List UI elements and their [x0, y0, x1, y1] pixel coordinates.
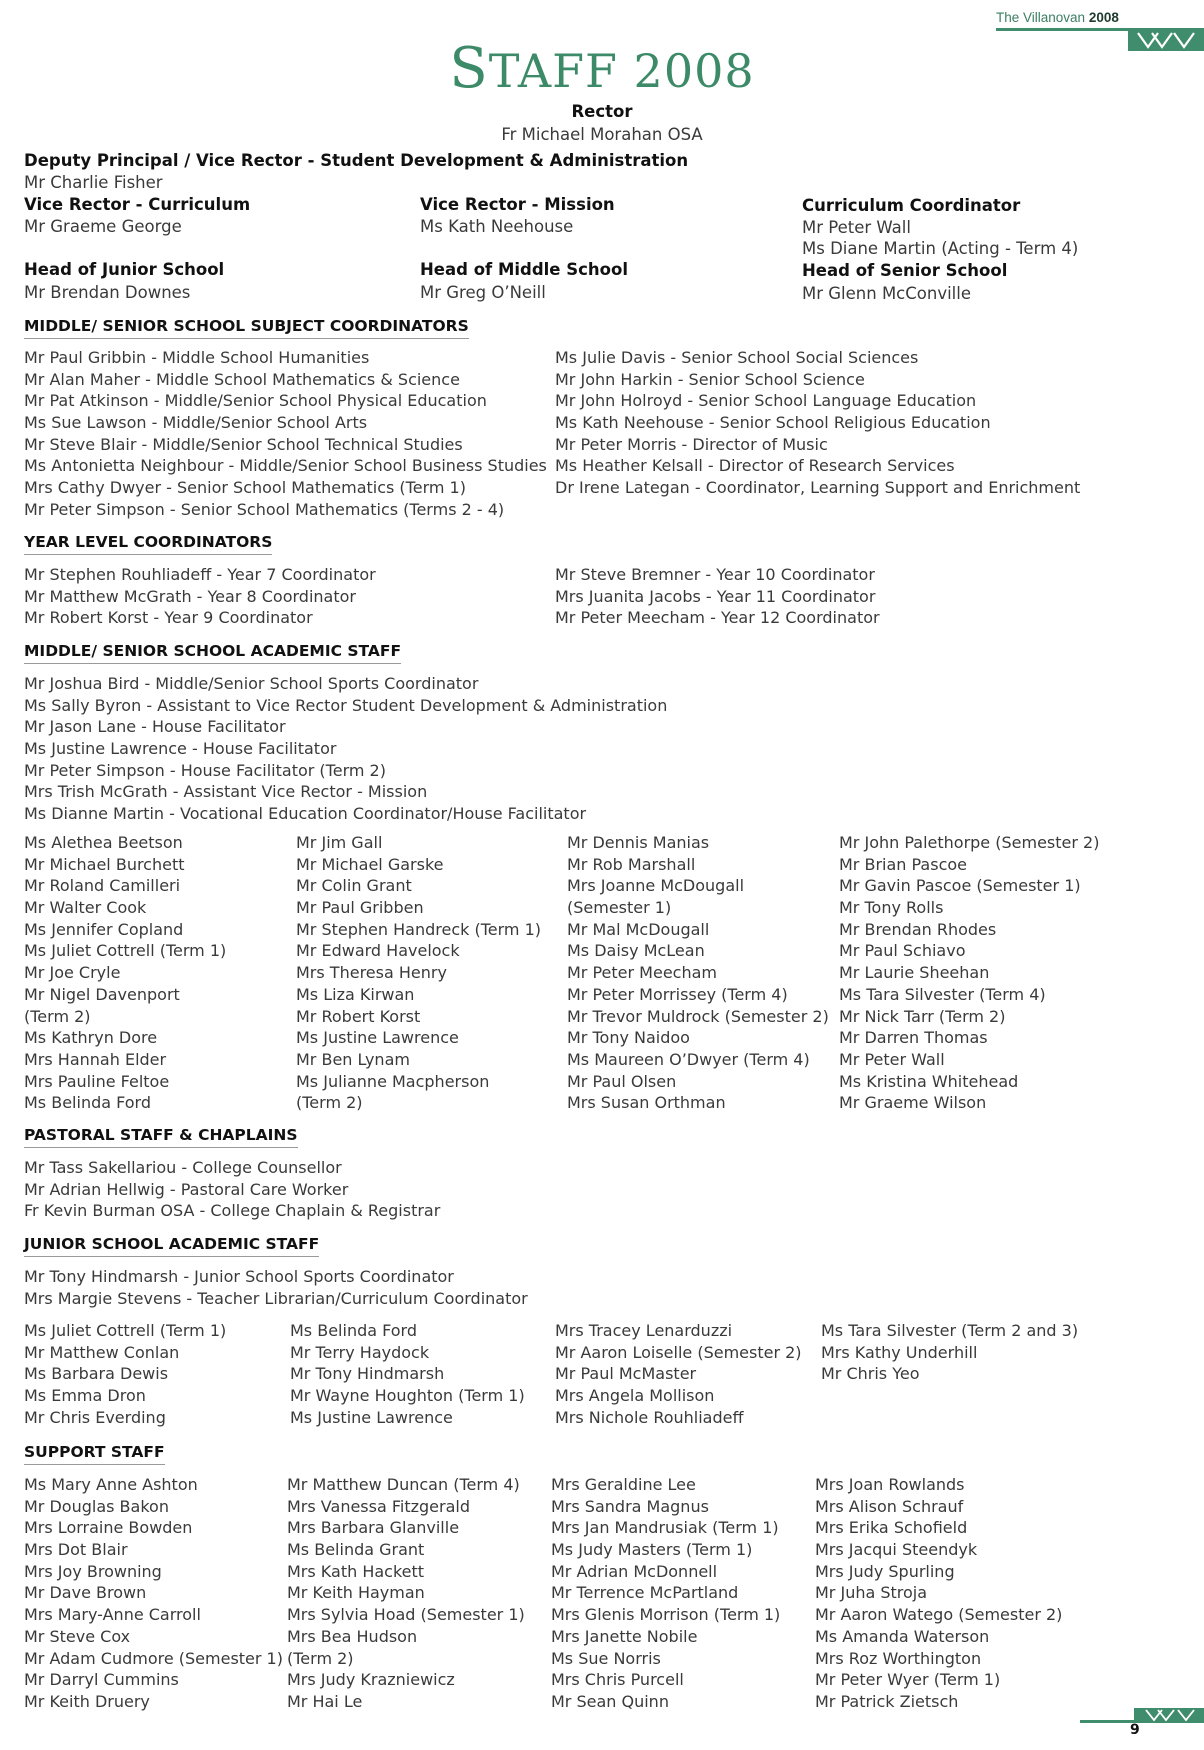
publication-name: The Villanovan: [996, 10, 1086, 25]
list-item: Ms Jennifer Copland: [24, 919, 184, 939]
list-item: Ms Heather Kelsall - Director of Research Services: [555, 456, 955, 476]
leader-name: Mr Brendan Downes: [24, 283, 191, 302]
section-heading-subject-coordinators: MIDDLE/ SENIOR SCHOOL SUBJECT COORDINATORS: [24, 317, 469, 339]
list-item: Mr Aaron Loiselle (Semester 2): [555, 1342, 802, 1362]
list-item: Mr Juha Stroja: [815, 1583, 928, 1603]
list-item: Fr Kevin Burman OSA - College Chaplain & Registrar: [24, 1201, 441, 1221]
list-item: Mr Adrian McDonnell: [551, 1561, 718, 1581]
leader-name: Ms Diane Martin (Acting - Term 4): [802, 239, 1079, 258]
list-item: Mrs Jan Mandrusiak (Term 1): [551, 1518, 779, 1538]
list-item: Mrs Glenis Morrison (Term 1): [551, 1605, 781, 1625]
list-item: Mr Stephen Rouhliadeff - Year 7 Coordinator: [24, 565, 376, 584]
publication-year: 2008: [1088, 10, 1119, 25]
list-item: Mr Dave Brown: [24, 1583, 147, 1603]
leader-title: Vice Rector - Mission: [420, 195, 615, 214]
leader-head-middle: [420, 260, 628, 302]
title-first-letter: S: [449, 36, 489, 101]
list-item: Mrs Joan Rowlands: [815, 1475, 965, 1494]
list-item: Mrs Vanessa Fitzgerald: [287, 1496, 470, 1516]
list-item: Mr Brian Pascoe: [839, 854, 967, 874]
list-item: Ms Sally Byron - Assistant to Vice Rector Student Development & Administration: [24, 695, 668, 715]
list-item: Mr Paul Schiavo: [839, 941, 966, 961]
list-item: Mrs Bea Hudson: [287, 1626, 418, 1646]
list-item: Mr Tony Hindmarsh: [290, 1364, 445, 1384]
list-item: Ms Amanda Waterson: [815, 1626, 990, 1646]
list-item: Ms Mary Anne Ashton: [24, 1475, 198, 1494]
list-item: Mr Terrence McPartland: [551, 1583, 739, 1603]
list-item: Mr Peter Wyer (Term 1): [815, 1670, 1001, 1690]
list-item: Mr Matthew McGrath - Year 8 Coordinator: [24, 586, 356, 606]
list-item: Mrs Kathy Underhill: [821, 1342, 978, 1362]
list-item: Mr Darryl Cummins: [24, 1670, 179, 1690]
list-item: Mrs Angela Mollison: [555, 1386, 715, 1406]
list-item: Mr Wayne Houghton (Term 1): [290, 1386, 525, 1406]
list-item: Mr Colin Grant: [296, 876, 412, 896]
list-item: Mr Paul Gribbin - Middle School Humanities: [24, 348, 370, 367]
list-item: Mrs Theresa Henry: [296, 963, 447, 983]
list-item: Ms Juliet Cottrell (Term 1): [24, 941, 227, 961]
list-item: Mr John Palethorpe (Semester 2): [839, 833, 1100, 852]
list-item: Mr Paul Olsen: [567, 1071, 677, 1091]
page-title: [0, 36, 1204, 101]
leader-name: Ms Kath Neehouse: [420, 217, 574, 236]
list-item: Ms Judy Masters (Term 1): [551, 1540, 753, 1560]
list-item: Mr Gavin Pascoe (Semester 1): [839, 876, 1081, 896]
section-heading-junior-staff: JUNIOR SCHOOL ACADEMIC STAFF: [24, 1235, 319, 1257]
list-item: Mrs Trish McGrath - Assistant Vice Rector - Mission: [24, 782, 428, 802]
list-item: Ms Emma Dron: [24, 1386, 146, 1406]
list-item: Mr Robert Korst: [296, 1006, 421, 1026]
list-item: Mr Peter Morrissey (Term 4): [567, 984, 788, 1004]
list-item: Mr Paul Gribben: [296, 898, 424, 918]
deputy-title: Deputy Principal / Vice Rector - Student Development & Administration: [24, 151, 689, 170]
list-item: Ms Dianne Martin - Vocational Education Coordinator/House Facilitator: [24, 804, 587, 824]
page-number: 9: [1130, 1722, 1140, 1738]
list-item: Mrs Juanita Jacobs - Year 11 Coordinator: [555, 586, 876, 606]
list-item: Mr John Holroyd - Senior School Language Education: [555, 391, 977, 411]
title-rest: TAFF 2008: [488, 44, 755, 98]
list-item: Mrs Lorraine Bowden: [24, 1518, 193, 1538]
rector-title: Rector: [571, 102, 633, 121]
list-item: (Term 2): [287, 1648, 354, 1668]
list-item: Mr Brendan Rhodes: [839, 919, 997, 939]
list-item: Mr Terry Haydock: [290, 1342, 430, 1362]
list-item: Ms Alethea Beetson: [24, 833, 183, 852]
villanova-footer-logo: [1134, 1708, 1204, 1722]
list-item: Mrs Judy Krazniewicz: [287, 1670, 455, 1690]
year-coordinators-col2: [555, 564, 880, 629]
list-item: Mrs Sandra Magnus: [551, 1496, 709, 1516]
leader-title: Vice Rector - Curriculum: [24, 195, 251, 214]
list-item: Ms Belinda Ford: [24, 1093, 151, 1113]
list-item: Mrs Mary-Anne Carroll: [24, 1605, 201, 1625]
leader-title: Head of Junior School: [24, 260, 225, 279]
list-item: Dr Irene Lategan - Coordinator, Learning Support and Enrichment: [555, 478, 1081, 498]
subject-coordinators-col2: [555, 347, 1080, 499]
list-item: Mr Steve Bremner - Year 10 Coordinator: [555, 565, 875, 584]
list-item: Mrs Joy Browning: [24, 1561, 162, 1581]
leader-name: Mr Graeme George: [24, 217, 182, 236]
list-item: Mrs Hannah Elder: [24, 1049, 167, 1069]
publication-header: [996, 10, 1119, 25]
list-item: Mrs Tracey Lenarduzzi: [555, 1321, 733, 1340]
list-item: Mr Peter Meecham - Year 12 Coordinator: [555, 608, 880, 628]
section-heading-pastoral: PASTORAL STAFF & CHAPLAINS: [24, 1126, 298, 1148]
list-item: Mrs Janette Nobile: [551, 1626, 698, 1646]
list-item: (Term 2): [24, 1006, 91, 1026]
list-item: Mrs Alison Schrauf: [815, 1496, 964, 1516]
list-item: Mr Michael Garske: [296, 854, 444, 874]
list-item: Mr Matthew Conlan: [24, 1342, 180, 1362]
leader-name: Mr Greg O’Neill: [420, 283, 546, 302]
list-item: Mr Steve Blair - Middle/Senior School Technical Studies: [24, 434, 463, 454]
list-item: Mr Robert Korst - Year 9 Coordinator: [24, 608, 313, 628]
list-item: Mr Keith Druery: [24, 1691, 150, 1711]
list-item: Mr Nigel Davenport: [24, 984, 180, 1004]
list-item: Mrs Susan Orthman: [567, 1093, 726, 1113]
list-item: Mrs Judy Spurling: [815, 1561, 955, 1581]
academic-staff-col1: [24, 832, 226, 1114]
list-item: Mrs Roz Worthington: [815, 1648, 982, 1668]
junior-staff-col2: [290, 1320, 525, 1428]
leader-curriculum-coordinator: [802, 196, 1078, 258]
list-item: Mr Pat Atkinson - Middle/Senior School Physical Education: [24, 391, 487, 411]
list-item: Mr Patrick Zietsch: [815, 1691, 959, 1711]
pastoral-list: [24, 1157, 440, 1222]
list-item: Mr Chris Yeo: [821, 1364, 920, 1384]
list-item: Mr Mal McDougall: [567, 919, 710, 939]
academic-staff-col2: [296, 832, 541, 1114]
list-item: Mr Aaron Watego (Semester 2): [815, 1605, 1063, 1625]
list-item: Mrs Joanne McDougall: [567, 876, 745, 896]
subject-coordinators-col1: [24, 347, 547, 521]
list-item: Ms Liza Kirwan: [296, 984, 415, 1004]
academic-staff-col3: [567, 832, 829, 1114]
list-item: Ms Belinda Grant: [287, 1540, 425, 1560]
list-item: Ms Tara Silvester (Term 2 and 3): [821, 1321, 1079, 1340]
leader-head-junior: [24, 260, 224, 302]
list-item: Ms Antonietta Neighbour - Middle/Senior School Business Studies: [24, 456, 547, 476]
deputy-name: Mr Charlie Fisher: [24, 173, 163, 192]
list-item: Mrs Kath Hackett: [287, 1561, 425, 1581]
support-staff-col3: [551, 1474, 780, 1713]
list-item: (Term 2): [296, 1093, 363, 1113]
list-item: Mr Joshua Bird - Middle/Senior School Sports Coordinator: [24, 674, 479, 693]
list-item: Mr Chris Everding: [24, 1407, 166, 1427]
list-item: Mr Matthew Duncan (Term 4): [287, 1475, 520, 1494]
list-item: Ms Kath Neehouse - Senior School Religious Education: [555, 413, 991, 433]
list-item: Mr Peter Morris - Director of Music: [555, 434, 828, 454]
list-item: Mrs Jacqui Steendyk: [815, 1540, 978, 1560]
list-item: Mr Adam Cudmore (Semester 1): [24, 1648, 283, 1668]
academic-staff-col4: [839, 832, 1099, 1114]
list-item: Mr Trevor Muldrock (Semester 2): [567, 1006, 829, 1026]
list-item: Mr Stephen Handreck (Term 1): [296, 919, 541, 939]
list-item: Ms Sue Lawson - Middle/Senior School Arts: [24, 413, 368, 433]
section-heading-year-coordinators: YEAR LEVEL COORDINATORS: [24, 533, 272, 555]
list-item: Ms Justine Lawrence: [296, 1028, 459, 1048]
list-item: Mr Tony Hindmarsh - Junior School Sports Coordinator: [24, 1267, 454, 1286]
list-item: Mr Hai Le: [287, 1691, 363, 1711]
list-item: Mr Walter Cook: [24, 898, 147, 918]
list-item: Mr Ben Lynam: [296, 1049, 410, 1069]
list-item: Mr Peter Simpson - Senior School Mathematics (Terms 2 - 4): [24, 499, 505, 519]
list-item: Mr Steve Cox: [24, 1626, 131, 1646]
junior-staff-col4: [821, 1320, 1078, 1385]
leader-name: Mr Peter Wall: [802, 218, 911, 237]
list-item: Mr Paul McMaster: [555, 1364, 697, 1384]
list-item: Mrs Dot Blair: [24, 1540, 128, 1560]
list-item: Mrs Barbara Glanville: [287, 1518, 460, 1538]
support-staff-col2: [287, 1474, 525, 1713]
list-item: Mr Dennis Manias: [567, 833, 710, 852]
list-item: Ms Julianne Macpherson: [296, 1071, 490, 1091]
junior-staff-col1: [24, 1320, 226, 1428]
leader-name: Mr Glenn McConville: [802, 284, 971, 303]
list-item: Mrs Cathy Dwyer - Senior School Mathematics (Term 1): [24, 478, 466, 498]
list-item: Mr John Harkin - Senior School Science: [555, 369, 865, 389]
list-item: Mr Nick Tarr (Term 2): [839, 1006, 1006, 1026]
leader-vr-curriculum: [24, 195, 250, 236]
rector-name: Fr Michael Morahan OSA: [501, 125, 703, 144]
list-item: Mrs Chris Purcell: [551, 1670, 684, 1690]
list-item: Ms Julie Davis - Senior School Social Sciences: [555, 348, 919, 367]
list-item: Mr Tass Sakellariou - College Counsellor: [24, 1158, 342, 1177]
list-item: Mr Rob Marshall: [567, 854, 696, 874]
leader-head-senior: [802, 261, 1007, 303]
list-item: Ms Sue Norris: [551, 1648, 661, 1668]
list-item: Mr Douglas Bakon: [24, 1496, 169, 1516]
list-item: Mr Jason Lane - House Facilitator: [24, 717, 286, 737]
list-item: (Semester 1): [567, 898, 672, 918]
list-item: Mr Edward Havelock: [296, 941, 460, 961]
list-item: Ms Juliet Cottrell (Term 1): [24, 1321, 227, 1340]
list-item: Ms Kristina Whitehead: [839, 1071, 1019, 1091]
list-item: Mr Darren Thomas: [839, 1028, 988, 1048]
list-item: Mr Alan Maher - Middle School Mathematics & Science: [24, 369, 460, 389]
list-item: Mr Jim Gall: [296, 833, 383, 852]
list-item: Ms Justine Lawrence - House Facilitator: [24, 739, 337, 759]
list-item: Mrs Margie Stevens - Teacher Librarian/Curriculum Coordinator: [24, 1288, 528, 1308]
list-item: Mr Keith Hayman: [287, 1583, 425, 1603]
list-item: Mrs Nichole Rouhliadeff: [555, 1407, 744, 1427]
junior-staff-col3: [555, 1320, 802, 1428]
list-item: Mrs Sylvia Hoad (Semester 1): [287, 1605, 525, 1625]
list-item: Mr Adrian Hellwig - Pastoral Care Worker: [24, 1179, 349, 1199]
leader-title: Head of Senior School: [802, 261, 1008, 280]
list-item: Ms Tara Silvester (Term 4): [839, 984, 1046, 1004]
leader-title: Head of Middle School: [420, 260, 628, 279]
support-staff-col4: [815, 1474, 1062, 1713]
list-item: Mr Michael Burchett: [24, 854, 185, 874]
list-item: Mrs Geraldine Lee: [551, 1475, 696, 1494]
list-item: Mr Tony Naidoo: [567, 1028, 690, 1048]
list-item: Ms Kathryn Dore: [24, 1028, 158, 1048]
list-item: Mr Sean Quinn: [551, 1691, 669, 1711]
list-item: Mr Graeme Wilson: [839, 1093, 987, 1113]
list-item: Mr Peter Wall: [839, 1049, 945, 1069]
list-item: Mr Peter Meecham: [567, 963, 717, 983]
junior-staff-roles: [24, 1266, 528, 1309]
list-item: Mr Roland Camilleri: [24, 876, 181, 896]
leader-vr-mission: [420, 195, 615, 236]
list-item: Mrs Pauline Feltoe: [24, 1071, 170, 1091]
list-item: Mr Laurie Sheehan: [839, 963, 990, 983]
list-item: Ms Belinda Ford: [290, 1321, 417, 1340]
list-item: Mrs Erika Schofield: [815, 1518, 968, 1538]
list-item: Mr Joe Cryle: [24, 963, 121, 983]
year-coordinators-col1: [24, 564, 376, 629]
academic-staff-roles: [24, 673, 667, 825]
list-item: Mr Peter Simpson - House Facilitator (Term 2): [24, 760, 386, 780]
list-item: Ms Maureen O’Dwyer (Term 4): [567, 1049, 810, 1069]
list-item: Mr Tony Rolls: [839, 898, 944, 918]
section-heading-academic-staff: MIDDLE/ SENIOR SCHOOL ACADEMIC STAFF: [24, 642, 401, 664]
leader-title: Curriculum Coordinator: [802, 196, 1021, 215]
support-staff-col1: [24, 1474, 283, 1713]
list-item: Ms Barbara Dewis: [24, 1364, 169, 1384]
list-item: Ms Justine Lawrence: [290, 1407, 453, 1427]
list-item: Ms Daisy McLean: [567, 941, 705, 961]
section-heading-support-staff: SUPPORT STAFF: [24, 1443, 165, 1465]
